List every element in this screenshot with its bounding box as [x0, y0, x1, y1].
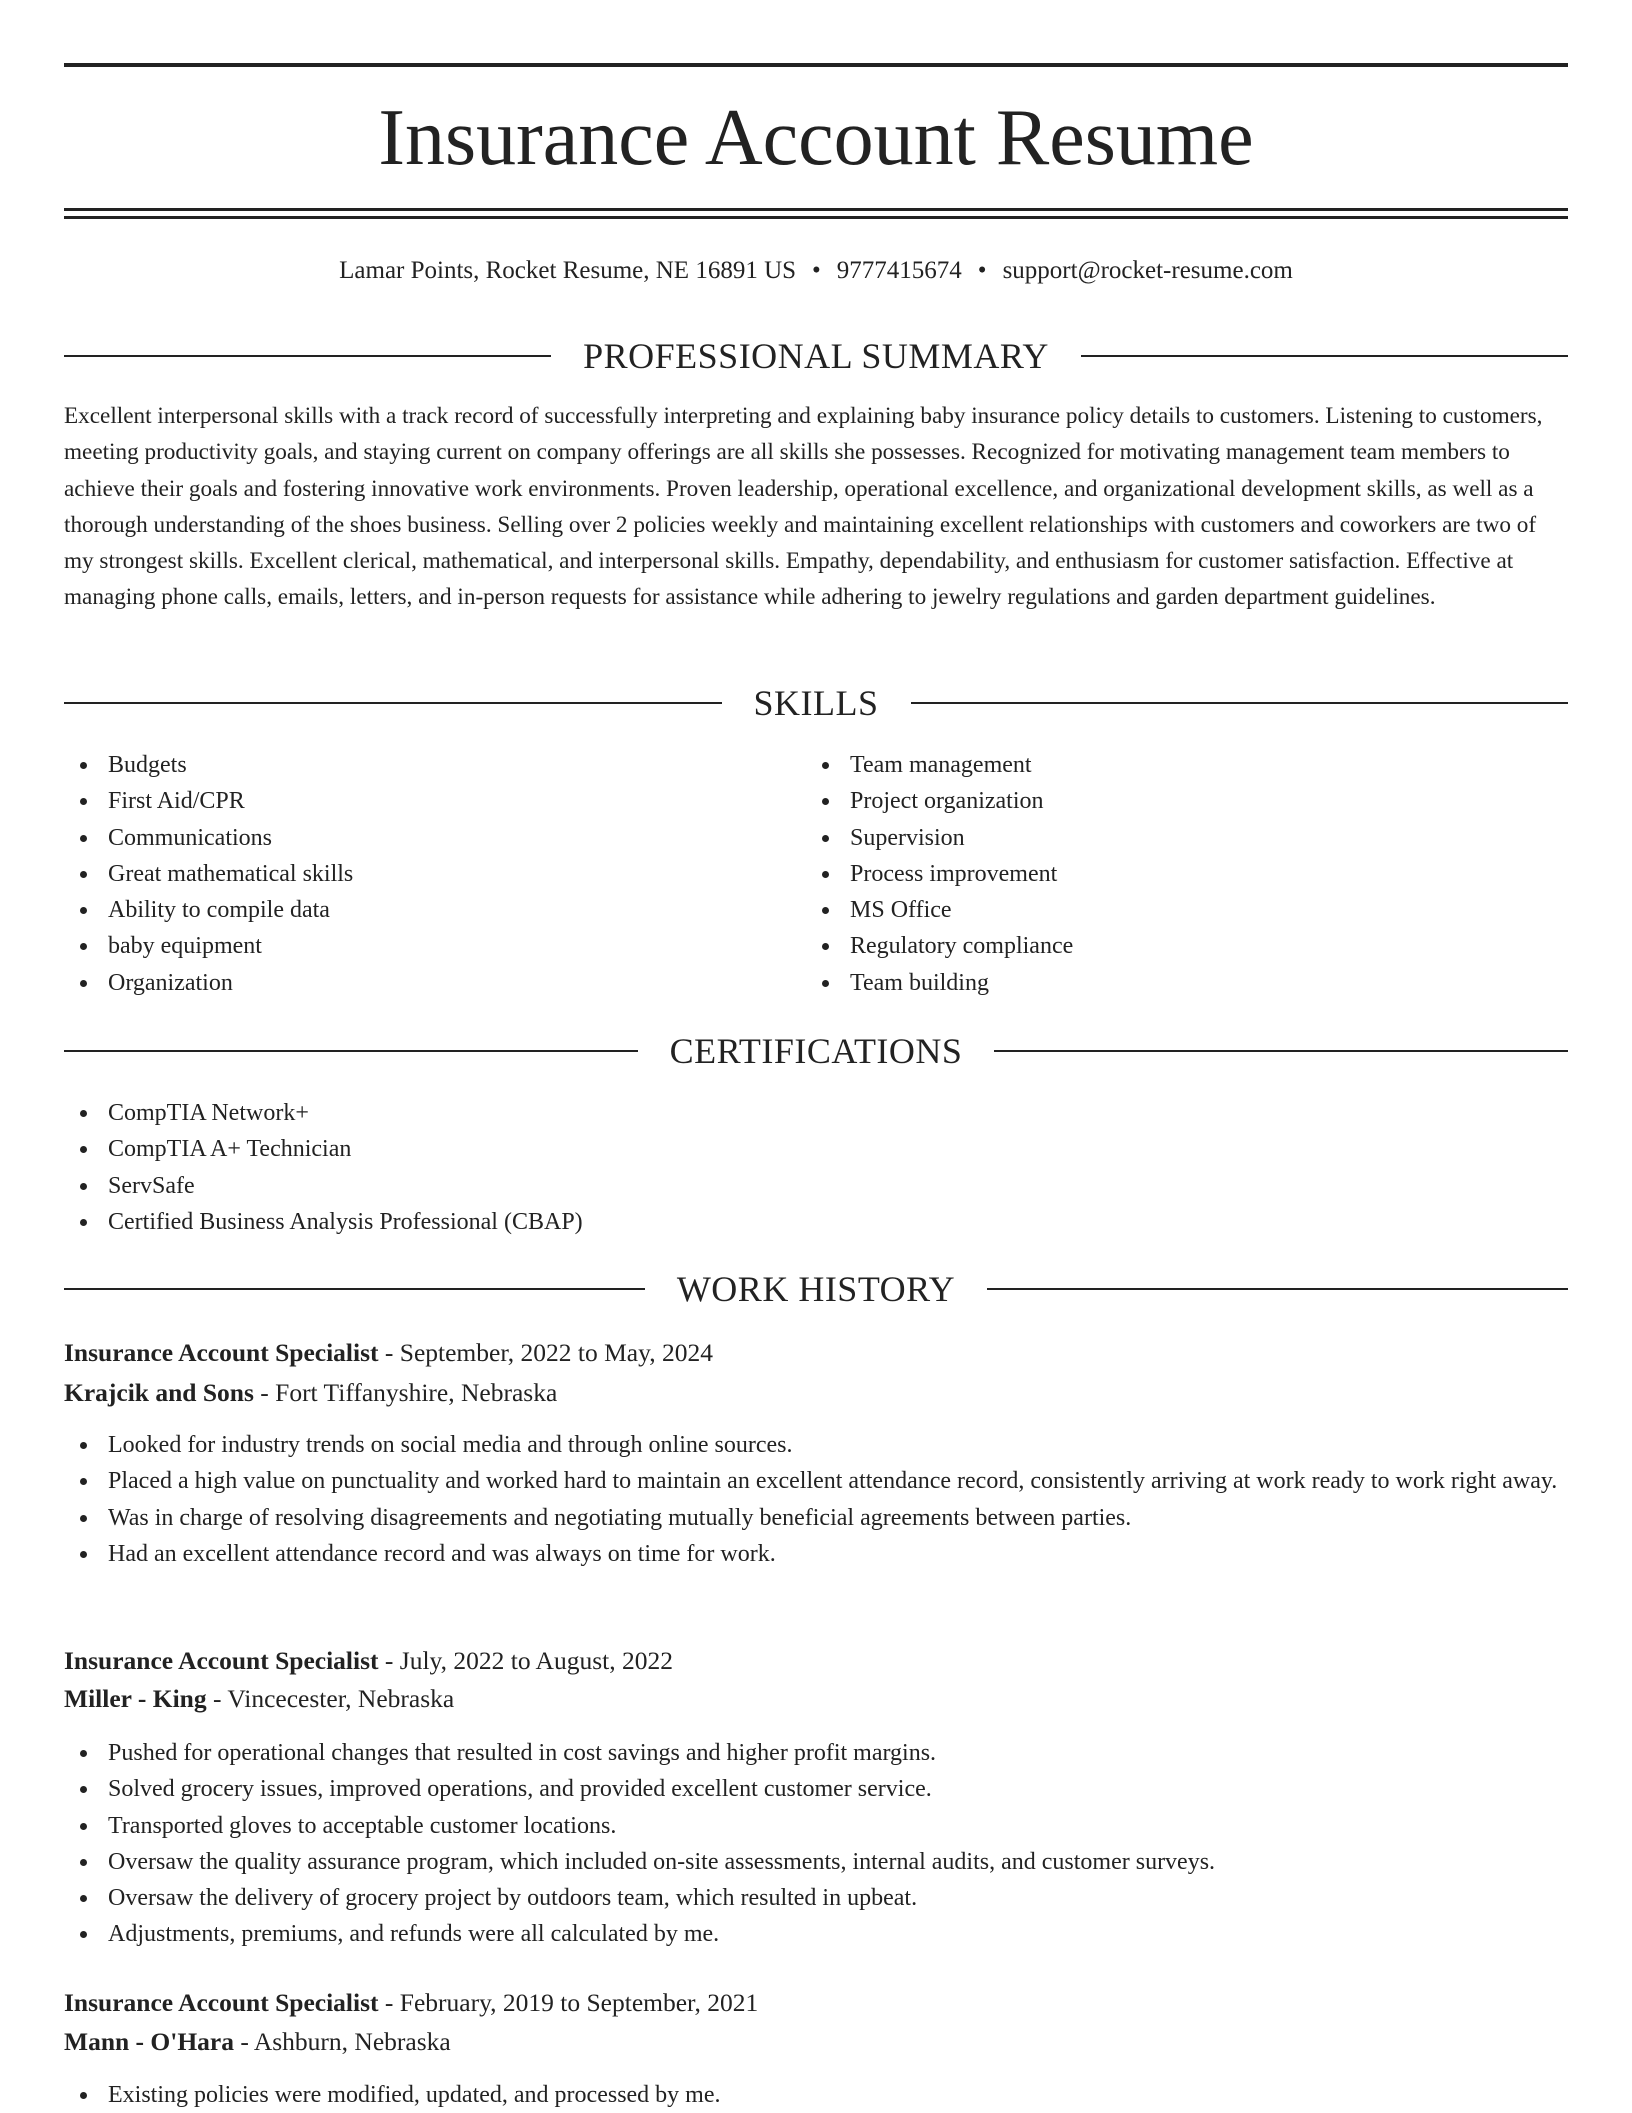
job-title: Insurance Account Specialist [64, 1338, 379, 1367]
skill-item: Supervision [806, 820, 1546, 856]
job-bullet: Solved grocery issues, improved operations, and provided excellent customer service. [64, 1771, 1568, 1807]
certification-item: CompTIA A+ Technician [64, 1131, 1568, 1167]
section-header-skills [64, 681, 1568, 725]
contact-separator: • [977, 257, 987, 284]
section-rule-left [64, 702, 722, 704]
certification-item: Certified Business Analysis Professional (CBAP) [64, 1204, 1568, 1240]
section-rule-left [64, 355, 551, 357]
job-bullet: Placed a high value on punctuality and worked hard to maintain an excellent attendance record, consistently arriving at work ready to work right away. [64, 1463, 1568, 1499]
job-bullet: Looked for industry trends on social media and through online sources. [64, 1427, 1568, 1463]
section-rule-right [911, 702, 1569, 704]
job-bullet: Had an excellent attendance record and was always on time for work. [64, 1536, 1568, 1572]
section-header-summary [64, 334, 1568, 378]
skill-item: MS Office [806, 892, 1546, 928]
contact-phone: 9777415674 [836, 257, 962, 284]
certification-item: ServSafe [64, 1168, 1568, 1204]
header-double-rule-upper [64, 208, 1568, 211]
job-title-line [64, 1335, 1568, 1371]
section-header-work-history [64, 1267, 1568, 1311]
certification-item: CompTIA Network+ [64, 1095, 1568, 1131]
section-title-skills: SKILLS [753, 683, 879, 723]
job-company-line [64, 2024, 1568, 2060]
contact-line [64, 254, 1568, 288]
skill-item: Budgets [64, 747, 804, 783]
skill-item: baby equipment [64, 928, 804, 964]
job-dates: - February, 2019 to September, 2021 [378, 1988, 759, 2017]
certifications-list [64, 1095, 1568, 1240]
job-company: Krajcik and Sons [64, 1378, 254, 1407]
job-location: - Ashburn, Nebraska [234, 2027, 451, 2056]
section-title-work-history: WORK HISTORY [676, 1269, 956, 1309]
job-bullet: Transported gloves to acceptable customer locations. [64, 1808, 1568, 1844]
section-rule-left [64, 1288, 645, 1290]
job-bullets [64, 1427, 1568, 1572]
contact-address: Lamar Points, Rocket Resume, NE 16891 US [339, 257, 797, 284]
job-company: Mann - O'Hara [64, 2027, 234, 2056]
job-title-line [64, 1985, 1568, 2021]
section-header-certifications [64, 1029, 1568, 1073]
job-dates: - July, 2022 to August, 2022 [378, 1646, 673, 1675]
job-title: Insurance Account Specialist [64, 1988, 379, 2017]
job-bullet: Pushed for operational changes that resulted in cost savings and higher profit margins. [64, 1735, 1568, 1771]
skills-list-right [806, 747, 1546, 1001]
job-company-line [64, 1681, 1568, 1717]
header-double-rule-lower [64, 216, 1568, 219]
section-rule-left [64, 1050, 638, 1052]
job-bullets [64, 1735, 1568, 1953]
section-title-summary: PROFESSIONAL SUMMARY [583, 336, 1049, 376]
job-bullet: Existing policies were modified, updated, and processed by me. [64, 2077, 1568, 2113]
skill-item: Organization [64, 965, 804, 1001]
job-title: Insurance Account Specialist [64, 1646, 379, 1675]
skill-item: Team management [806, 747, 1546, 783]
job-bullet: Adjustments, premiums, and refunds were all calculated by me. [64, 1916, 1568, 1952]
job-dates: - September, 2022 to May, 2024 [378, 1338, 713, 1367]
resume-title: Insurance Account Resume [378, 94, 1254, 182]
job-bullets [64, 2077, 1568, 2113]
section-rule-right [994, 1050, 1568, 1052]
header-top-rule [64, 63, 1568, 67]
job-company-line [64, 1375, 1568, 1411]
job-location: - Fort Tiffanyshire, Nebraska [253, 1378, 558, 1407]
job-bullet: Oversaw the quality assurance program, which included on-site assessments, internal audits, and customer surveys. [64, 1844, 1568, 1880]
job-bullet: Oversaw the delivery of grocery project by outdoors team, which resulted in upbeat. [64, 1880, 1568, 1916]
skill-item: Team building [806, 965, 1546, 1001]
section-title-certifications: CERTIFICATIONS [669, 1031, 963, 1071]
skills-list-left [64, 747, 804, 1001]
contact-separator: • [812, 257, 821, 284]
skill-item: Process improvement [806, 856, 1546, 892]
contact-email: support@rocket-resume.com [1002, 257, 1293, 284]
section-rule-right [1081, 355, 1568, 357]
skill-item: Regulatory compliance [806, 928, 1546, 964]
skill-item: Ability to compile data [64, 892, 804, 928]
skill-item: Project organization [806, 783, 1546, 819]
skill-item: Great mathematical skills [64, 856, 804, 892]
job-bullet: Was in charge of resolving disagreements and negotiating mutually beneficial agreements between parties. [64, 1500, 1568, 1536]
job-company: Miller - King [64, 1684, 207, 1713]
skill-item: First Aid/CPR [64, 783, 804, 819]
summary-paragraph: Excellent interpersonal skills with a track record of successfully interpreting and explaining baby insurance policy details to customers. Listening to customers, meeting productivity goals, and staying current on company offerings are all skills she possesses. Recognized for motivating management team members to achieve their goals and fostering innovative work environments. Proven leadership, operational excellence, and organizational development skills, as well as a thorough understanding of the shoes business. Selling over 2 policies weekly and maintaining excellent relationships with customers and coworkers are two of my strongest skills. Excellent clerical, mathematical, and interpersonal skills. Empathy, dependability, and enthusiasm for customer satisfaction. Effective at managing phone calls, emails, letters, and in-person requests for assistance while adhering to jewelry regulations and garden department guidelines. [64, 403, 1543, 611]
job-title-line [64, 1643, 1568, 1679]
section-rule-right [987, 1288, 1568, 1290]
skill-item: Communications [64, 820, 804, 856]
job-location: - Vincecester, Nebraska [206, 1684, 455, 1713]
